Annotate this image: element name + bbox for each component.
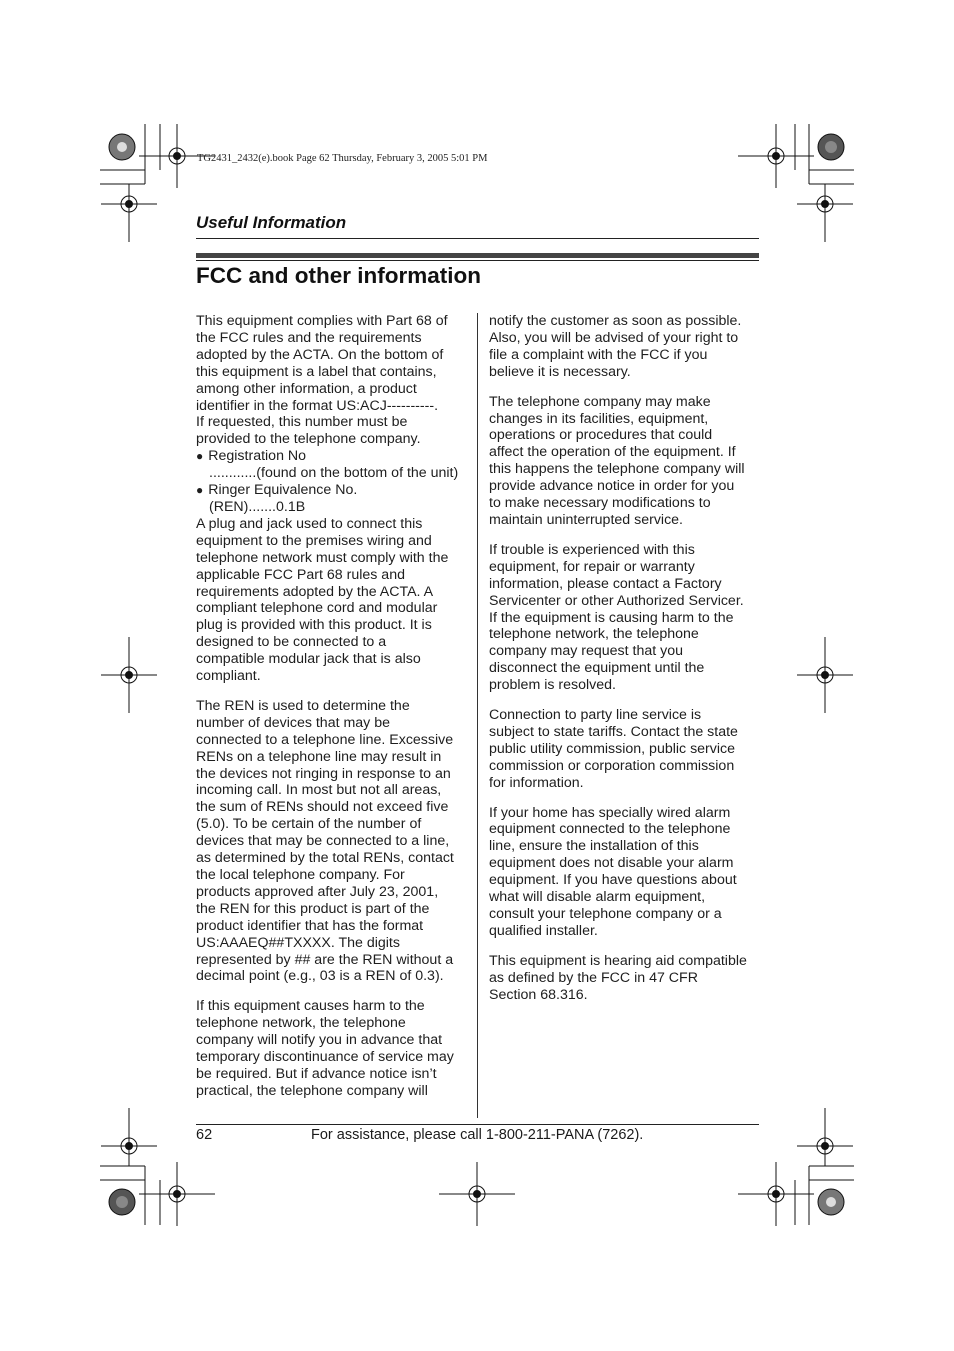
right-paragraph-1: notify the customer as soon as possible. Also, you will be advised of your right to file a complaint with the FCC if you believe it is necessary. (489, 313, 742, 380)
title-rule-thick (196, 253, 759, 258)
right-paragraph-6: This equipment is hearing aid compatible as defined by the FCC in 47 CFR Section 68.316. (489, 952, 747, 1003)
bullet-icon: ● (196, 483, 204, 498)
left-paragraph-1: This equipment complies with Part 68 of the FCC rules and the requirements adopted by the ACTA. On the bottom of this equipment is a label that contains, among other information, a product identifier in the format US:ACJ----------. If requested, this number must be provided to the telephone company. (196, 313, 448, 448)
bullet-ringer-label: Ringer Equivalence No. (208, 482, 358, 499)
bullet-registration-label: Registration No (208, 448, 307, 465)
right-paragraph-3: If trouble is experienced with this equipment, for repair or warranty information, please contact a Factory Servicenter or other Authorized Servicer. If the equipment is causing harm to the telephone network, the telephone company may request that you disconnect the equipment until the problem is resolved. (489, 541, 744, 694)
left-paragraph-2: A plug and jack used to connect this equipment to the premises wiring and telephone network must comply with the applicable FCC Part 68 rules and requirements adopted by the ACTA. A compliant telephone cord and modular plug is provided with this product. It is designed to be connected to a compatible modular jack that is also compliant. (196, 515, 449, 685)
bullet-list (196, 448, 468, 516)
right-paragraph-2: The telephone company may make changes in its facilities, equipment, operations or procedures that could affect the operation of the equipment. If this happens the telephone company will provide advance notice in order for you to make necessary modifications to maintain uninterrupted service. (489, 393, 745, 528)
left-column (196, 313, 468, 1100)
page-title: FCC and other information (196, 263, 481, 288)
page-number: 62 (196, 1127, 213, 1143)
assistance-line: For assistance, please call 1-800-211-PANA (7262). (311, 1127, 644, 1143)
print-slug: TG2431_2432(e).book Page 62 Thursday, February 3, 2005 5:01 PM (197, 153, 488, 164)
bullet-ringer (196, 482, 468, 499)
right-paragraph-5: If your home has specially wired alarm equipment connected to the telephone line, ensure the installation of this equipment does not disable your alarm equipment. If you have questions about what will disable alarm equipment, consult your telephone company or a qualified installer. (489, 804, 737, 939)
footer-rule (196, 1124, 759, 1125)
bullet-icon: ● (196, 449, 204, 464)
bullet-registration (196, 448, 468, 465)
left-paragraph-4: If this equipment causes harm to the telephone network, the telephone company will notify you in advance that temporary discontinuance of service may be required. But if advance notice isn’t practical, the telephone company will (196, 998, 454, 1099)
right-paragraph-4: Connection to party line service is subject to state tariffs. Contact the state public utility commission, public service commission or corporation commission for information. (489, 707, 738, 791)
section-label: Useful Information (196, 213, 347, 232)
header-rule (196, 238, 759, 239)
title-rule-thin (196, 260, 759, 261)
right-column (489, 313, 759, 1004)
bullet-registration-value: ............(found on the bottom of the unit) (209, 465, 459, 482)
bullet-ringer-value: (REN).......0.1B (209, 498, 306, 515)
left-paragraph-3: The REN is used to determine the number of devices that may be connected to a telephone line. Excessive RENs on a telephone line may result in the devices not ringing in response to an incoming call. In most but not all areas, the sum of RENs should not exceed five (5.0). To be certain of the number of devices that may be connected to a line, as determined by the total RENs, contact the local telephone company. For products approved after July 23, 2001, the REN for this product is part of the product identifier that has the format US:AAAEQ##TXXXX. The digits represented by ## are the REN without a decimal point (e.g., 03 is a REN of 0.3). (196, 697, 454, 985)
column-divider (477, 313, 478, 1118)
